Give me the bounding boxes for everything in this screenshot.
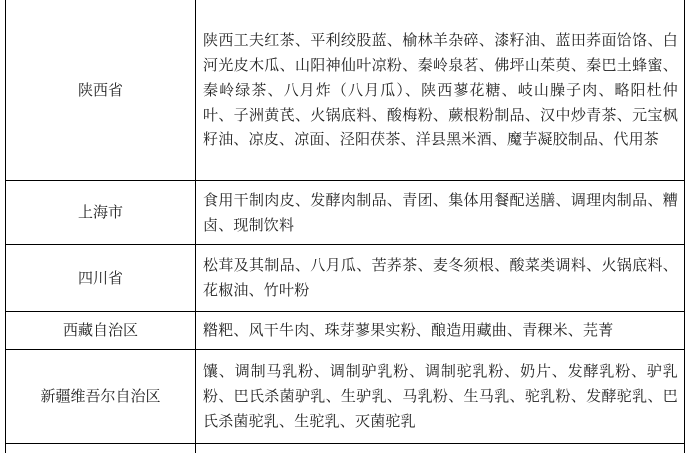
local-food-standards-table: [5, 0, 685, 453]
table-row: [6, 0, 685, 180]
table-row: [6, 311, 685, 349]
products-cell: 松茸及其制品、八月瓜、苦荞茶、麦冬须根、酸菜类调料、火锅底料、花椒油、竹叶粉: [196, 244, 685, 311]
products-cell: 陕西工夫红茶、平利绞股蓝、榆林羊杂碎、漆籽油、蓝田荞面饸饹、白河光皮木瓜、山阳神仙叶凉粉、秦岭泉茗、佛坪山茱萸、秦巴土蜂蜜、秦岭绿茶、八月炸（八月瓜）、陕西蓼花糖、岐山臊子肉、略阳杜仲叶、子洲黄芪、火锅底料、酸梅粉、蕨根粉制品、汉中炒青茶、元宝枫籽油、凉皮、凉面、泾阳茯茶、洋县黑米酒、魔芋凝胶制品、代用茶: [196, 0, 685, 180]
products-cell: 馕、调制马乳粉、调制驴乳粉、调制驼乳粉、奶片、发酵乳粉、驴乳粉、巴氏杀菌驴乳、生驴乳、马乳粉、生马乳、驼乳粉、发酵驼乳、巴氏杀菌驼乳、生驼乳、灭菌驼乳: [196, 349, 685, 443]
table-row-partial: [6, 443, 685, 453]
products-cell: 食用干制肉皮、发酵肉制品、青团、集体用餐配送膳、调理肉制品、糟卤、现制饮料: [196, 180, 685, 244]
region-cell-empty: [6, 443, 196, 453]
table-row: [6, 349, 685, 443]
products-cell-empty: [196, 443, 685, 453]
products-cell: 糌粑、风干牛肉、珠芽蓼果实粉、酿造用藏曲、青稞米、芫菁: [196, 311, 685, 349]
region-cell: 四川省: [6, 244, 196, 311]
standards-table-container: [5, 0, 684, 453]
region-cell: 陕西省: [6, 0, 196, 180]
region-cell: 上海市: [6, 180, 196, 244]
region-cell: 西藏自治区: [6, 311, 196, 349]
table-row: [6, 244, 685, 311]
region-cell: 新疆维吾尔自治区: [6, 349, 196, 443]
table-row: [6, 180, 685, 244]
